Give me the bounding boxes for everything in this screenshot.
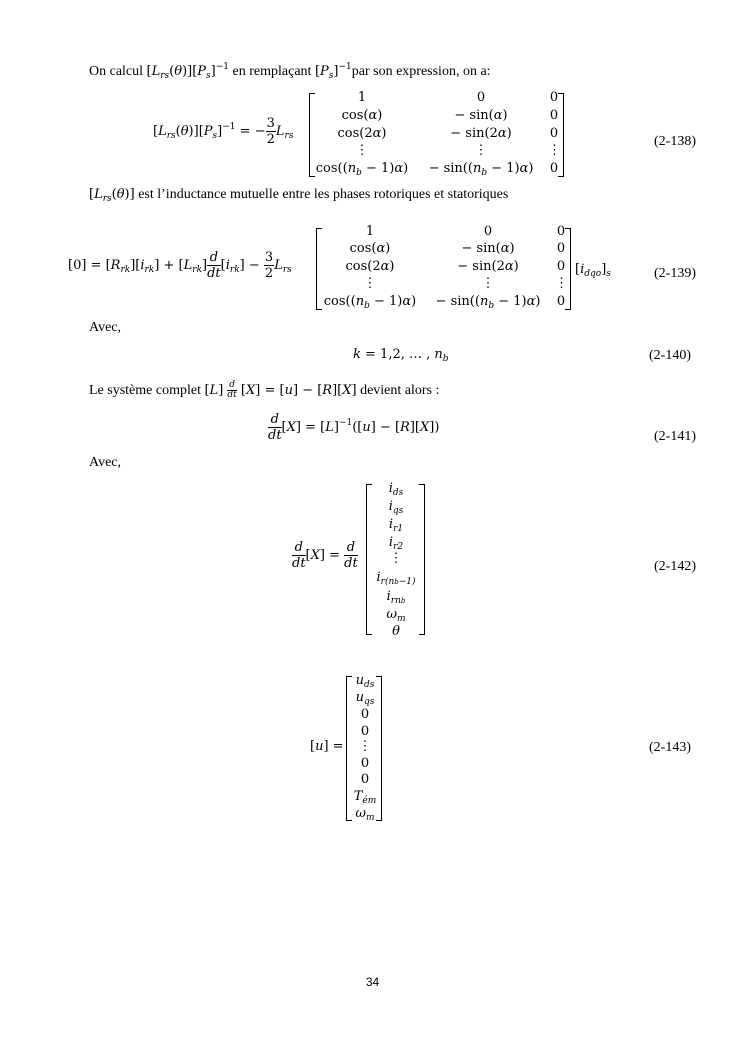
- u-row-uqs: $u_{qs}$: [355, 690, 375, 707]
- eq141-expr: $\frac{d}{dt}$ $[X] = [L]^{-1}([u] - [R][X])$: [268, 412, 440, 443]
- u-row-omega: $\omega_m$: [355, 806, 375, 823]
- eq142-number: (2-142): [654, 559, 696, 574]
- m138-r2c2: − sin(α): [454, 108, 508, 123]
- mutual-inductance-line: [89, 187, 508, 204]
- m139-r1c1: 1: [365, 224, 375, 239]
- u-row-0b: 0: [360, 724, 370, 739]
- m138-r1c1: 1: [357, 90, 367, 105]
- x-row-irnb: $i_{rnb}$: [386, 589, 406, 606]
- u-row-0c: 0: [360, 756, 370, 771]
- m138-r1c2: 0: [476, 90, 486, 105]
- x-row-ir1: $i_{r1}$: [388, 517, 404, 534]
- intro-text-a: On calcul: [89, 64, 147, 79]
- mutual-inductance-text: est l’inductance mutuelle entre les phases rotoriques et statoriques: [134, 187, 509, 202]
- eq143-number: (2-143): [649, 740, 691, 755]
- m139-r3c2: − sin(2α): [457, 259, 519, 274]
- intro-text-b: en remplaçant: [229, 64, 315, 79]
- m138-r4c1: ⋮: [355, 143, 369, 158]
- m139-r4c2: ⋮: [481, 276, 495, 291]
- x-row-vdots: ⋮: [389, 551, 403, 566]
- avec-label-1: Avec,: [89, 320, 121, 335]
- math-Lrs: $[L_{rs}(\theta)]$: [89, 187, 135, 204]
- intro-line: [89, 62, 491, 81]
- m138-r2c1: cos(α): [341, 108, 383, 123]
- intro-text-c: par son expression, on a:: [351, 64, 491, 79]
- m139-r4c3: ⋮: [555, 276, 568, 291]
- math-system: [L] $\frac{d}{dt}$ [X] = [u] − [R][X]: [204, 380, 357, 400]
- eq142-lhs: $\frac{d}{dt}$ [X] = $\frac{d}{dt}$: [292, 540, 358, 571]
- eq140-expr: k = 1,2, … , $n_b$: [353, 347, 449, 364]
- eq138-lhs: $[L_{rs}(\theta)][P_s]^{-1}$ = − $\frac{3}{2}$ $L_{rs}$: [153, 116, 294, 147]
- m139-r4c1: ⋮: [363, 276, 377, 291]
- x-row-ids: $i_{ds}$: [388, 481, 404, 498]
- m138-r3c2: − sin(2α): [450, 126, 512, 141]
- eq143-lhs: [u] =: [310, 739, 344, 754]
- u-row-Tem: $T_{ém}$: [353, 789, 377, 806]
- m139-r5c2: − $\sin((n_b - 1)\alpha)$: [435, 294, 541, 311]
- x-row-omega: $\omega_m$: [386, 607, 406, 624]
- eq141-number: (2-141): [654, 429, 696, 444]
- eq138-number: (2-138): [654, 134, 696, 149]
- m139-r5c3: 0: [556, 294, 566, 309]
- m139-r3c3: 0: [556, 259, 566, 274]
- m138-r4c3: ⋮: [548, 143, 561, 158]
- m139-r2c1: cos(α): [349, 241, 391, 256]
- x-row-iqs: $i_{qs}$: [388, 499, 404, 516]
- u-row-vdots: ⋮: [358, 739, 372, 754]
- avec-label-2: Avec,: [89, 455, 121, 470]
- u-row-uds: $u_{ds}$: [355, 673, 375, 690]
- x-row-theta: θ: [392, 624, 400, 639]
- m138-r5c1: $\cos((n_b - 1)\alpha)$: [315, 161, 409, 178]
- eq139-number: (2-139): [654, 266, 696, 281]
- m138-r3c3: 0: [549, 126, 559, 141]
- m138-r4c2: ⋮: [474, 143, 488, 158]
- math-Ps-inv: $[P_s]^{-1}$: [314, 62, 352, 81]
- m139-r3c1: cos(2α): [345, 259, 395, 274]
- m138-r2c3: 0: [549, 108, 559, 123]
- x-row-irnb-1: $i_{r(nb-1)}$: [376, 570, 416, 587]
- eq139-idqo: $[i_{dqo}]_s$: [575, 262, 611, 279]
- m139-r1c2: 0: [483, 224, 493, 239]
- eq140-number: (2-140): [649, 348, 691, 363]
- systeme-text-a: Le système complet: [89, 383, 205, 398]
- page-number: 34: [365, 975, 380, 989]
- systeme-text-b: devient alors :: [356, 383, 440, 398]
- math-Lrs-Ps: $[L_{rs}(\theta)][P_s]^{-1}$: [146, 62, 230, 81]
- systeme-line: [89, 381, 439, 400]
- m138-r5c2: − $\sin((n_b - 1)\alpha)$: [428, 161, 534, 178]
- x-row-ir2: $i_{r2}$: [388, 535, 404, 552]
- m139-r2c3: 0: [556, 241, 566, 256]
- u-row-0d: 0: [360, 772, 370, 787]
- m138-r1c3: 0: [549, 90, 559, 105]
- u-row-0a: 0: [360, 707, 370, 722]
- m139-r2c2: − sin(α): [461, 241, 515, 256]
- m138-r5c3: 0: [549, 161, 559, 176]
- m139-r1c3: 0: [556, 224, 566, 239]
- eq139-lhs: $[0] = [R_{rk}][i_{rk}] + [L_{rk}]$ $\frac{d}{dt}$ $[i_{rk}]$ − $\frac{3}{2}$ $L_{rs}$: [68, 250, 292, 281]
- m138-r3c1: cos(2α): [337, 126, 387, 141]
- m139-r5c1: $\cos((n_b - 1)\alpha)$: [323, 294, 417, 311]
